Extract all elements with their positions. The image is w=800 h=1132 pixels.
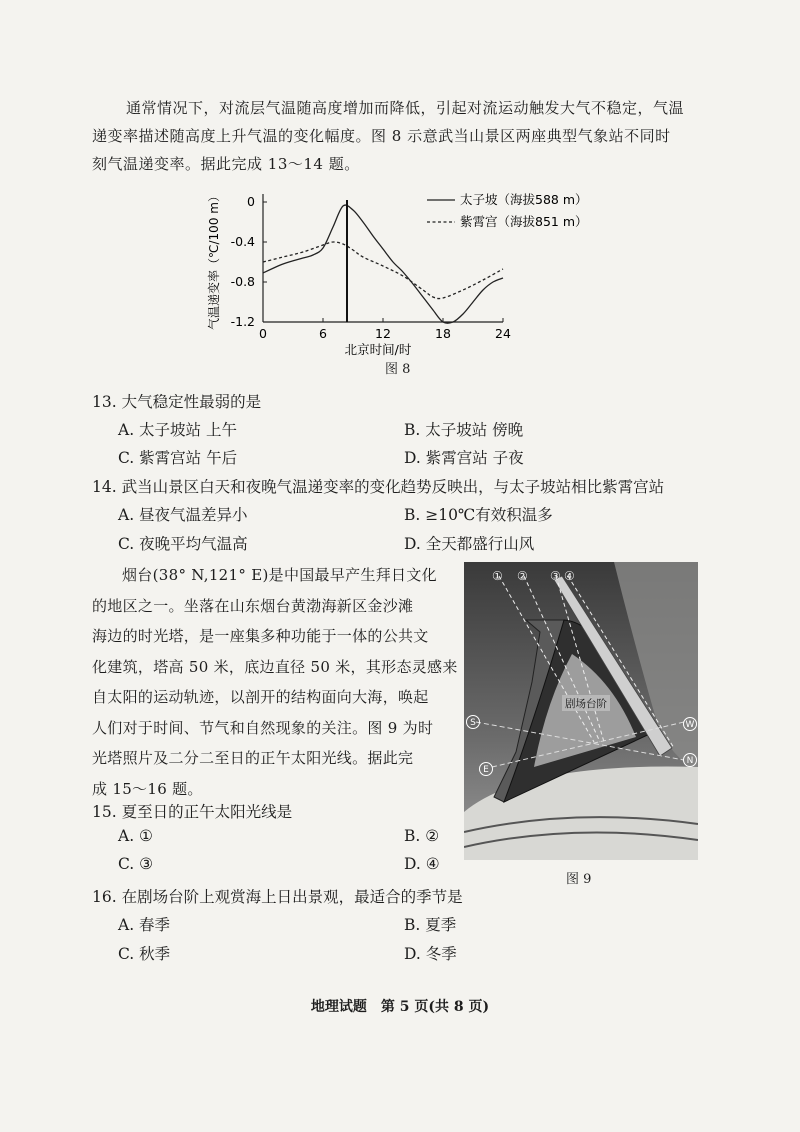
passage-line: 光塔照片及二分二至日的正午太阳光线。据此完 [92, 749, 414, 767]
q16-option-d: D. 冬季 [404, 945, 457, 963]
compass-label-w: W [685, 720, 695, 730]
passage-line: 化建筑，塔高 50 米，底边直径 50 米，其形态灵感来 [92, 657, 458, 676]
intro-line: 通常情况下，对流层气温随高度增加而降低，引起对流运动触发大气不稳定，气温 [126, 99, 685, 117]
q14-option-a: A. 昼夜气温差异小 [118, 506, 248, 524]
y-tick-label: -0.8 [230, 274, 255, 289]
question-14-stem: 14. 武当山景区白天和夜晚气温递变率的变化趋势反映出，与太子坡站相比紫霄宫站 [92, 478, 665, 496]
x-tick-label: 6 [319, 326, 327, 341]
q15-option-d: D. ④ [404, 855, 440, 873]
page-footer: 地理试题 第 5 页(共 8 页) [310, 999, 490, 1015]
passage-2 [92, 560, 462, 804]
question-15-stem: 15. 夏至日的正午太阳光线是 [92, 803, 293, 821]
x-tick-label: 12 [375, 326, 391, 341]
passage-line: 的地区之一。坐落在山东烟台黄渤海新区金沙滩 [92, 596, 414, 615]
series-zixiaogong-line [263, 242, 503, 299]
q15-option-a: A. ① [118, 827, 153, 845]
figure-8-chart [190, 182, 610, 382]
q15-option-c: C. ③ [118, 855, 154, 873]
intro-line: 刻气温递变率。据此完成 13～14 题。 [92, 155, 360, 173]
question-13-stem: 13. 大气稳定性最弱的是 [92, 393, 262, 411]
compass-label-n: N [686, 756, 694, 766]
x-axis-label: 北京时间/时 [344, 342, 412, 357]
y-tick-label: -0.4 [230, 234, 255, 249]
x-tick-label: 24 [495, 326, 511, 341]
chart-legend [427, 192, 588, 229]
q16-option-a: A. 春季 [118, 916, 171, 934]
ray-label: ③ [550, 569, 561, 583]
ray-label: ② [517, 569, 528, 583]
passage-line: 海边的时光塔，是一座集多种功能于一体的公共文 [92, 627, 429, 645]
passage-line: 自太阳的运动轨迹，以剖开的结构面向大海，唤起 [92, 688, 429, 706]
y-tick-label: -1.2 [230, 314, 255, 329]
passage-line: 人们对于时间、节气和自然现象的关注。图 9 为时 [92, 718, 434, 737]
compass-label-e: E [483, 765, 489, 775]
q13-option-b: B. 太子坡站 傍晚 [404, 421, 524, 439]
figure-9-photo [464, 562, 698, 860]
y-axis-label: 气温递变率（℃/100 m） [207, 190, 221, 330]
passage-line: 成 15～16 题。 [92, 779, 203, 798]
q15-option-b: B. ② [404, 827, 440, 845]
stair-label: 剧场台阶 [565, 698, 607, 710]
q14-option-d: D. 全天都盛行山风 [404, 535, 535, 553]
figure-8-caption: 图 8 [385, 362, 411, 377]
figure-9-caption: 图 9 [566, 872, 592, 887]
intro-line: 递变率描述随高度上升气温的变化幅度。图 8 示意武当山景区两座典型气象站不同时 [92, 127, 671, 145]
passage-line: 烟台(38° N,121° E)是中国最早产生拜日文化 [122, 566, 437, 584]
q14-option-b: B. ≥10℃有效积温多 [404, 506, 553, 524]
q16-option-b: B. 夏季 [404, 916, 457, 934]
q16-option-c: C. 秋季 [118, 945, 171, 963]
question-16-stem: 16. 在剧场台阶上观赏海上日出景观，最适合的季节是 [92, 888, 463, 906]
y-tick-label: 0 [247, 194, 255, 209]
intro-paragraph [92, 94, 692, 178]
q13-option-a: A. 太子坡站 上午 [118, 421, 237, 439]
q14-option-c: C. 夜晚平均气温高 [118, 535, 248, 553]
legend-label: 太子坡（海拔588 m） [460, 192, 588, 207]
x-tick-label: 0 [259, 326, 267, 341]
q13-option-c: C. 紫霄宫站 午后 [118, 449, 238, 467]
ray-label: ④ [564, 569, 575, 583]
x-tick-label: 18 [435, 326, 451, 341]
compass-label-s: S [470, 718, 476, 728]
ray-label: ① [492, 569, 503, 583]
q13-option-d: D. 紫霄宫站 子夜 [404, 449, 524, 467]
legend-label: 紫霄宫（海拔851 m） [460, 214, 588, 229]
